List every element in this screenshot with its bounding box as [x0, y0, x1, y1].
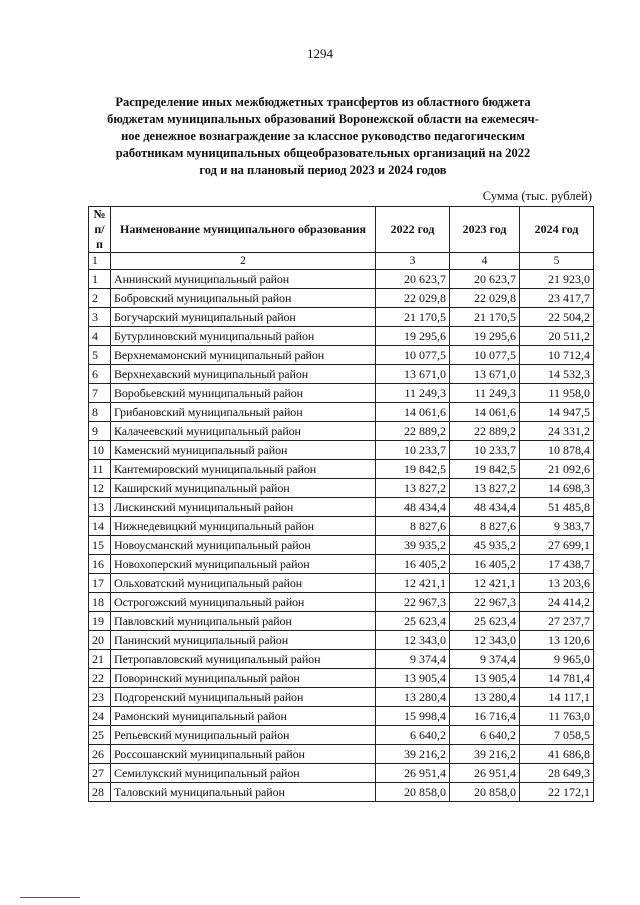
value-2024: 17 438,7	[520, 555, 594, 574]
value-2023: 21 170,5	[450, 308, 520, 327]
value-2022: 14 061,6	[376, 403, 450, 422]
municipality-name: Подгоренский муниципальный район	[111, 688, 376, 707]
value-2022: 26 951,4	[376, 764, 450, 783]
value-2024: 22 504,2	[520, 308, 594, 327]
value-2023: 26 951,4	[450, 764, 520, 783]
row-number: 2	[89, 289, 111, 308]
page-number: 1294	[307, 46, 333, 61]
row-number: 12	[89, 479, 111, 498]
value-2024: 28 649,3	[520, 764, 594, 783]
title-line: Распределение иных межбюджетных трансфертов из областного бюджета	[115, 95, 531, 109]
value-2023: 12 421,1	[450, 574, 520, 593]
municipality-name: Новоусманский муниципальный район	[111, 536, 376, 555]
municipality-name: Каменский муниципальный район	[111, 441, 376, 460]
value-2022: 9 374,4	[376, 650, 450, 669]
row-number: 26	[89, 745, 111, 764]
value-2022: 15 998,4	[376, 707, 450, 726]
value-2023: 20 858,0	[450, 783, 520, 802]
value-2024: 10 878,4	[520, 441, 594, 460]
value-2024: 13 120,6	[520, 631, 594, 650]
row-number: 9	[89, 422, 111, 441]
value-2024: 51 485,8	[520, 498, 594, 517]
value-2023: 22 967,3	[450, 593, 520, 612]
municipality-name: Панинский муниципальный район	[111, 631, 376, 650]
table-row	[89, 498, 594, 517]
value-2023: 19 295,6	[450, 327, 520, 346]
value-2023: 16 405,2	[450, 555, 520, 574]
value-2023: 10 077,5	[450, 346, 520, 365]
row-number: 25	[89, 726, 111, 745]
value-2024: 24 331,2	[520, 422, 594, 441]
value-2024: 41 686,8	[520, 745, 594, 764]
value-2023: 22 029,8	[450, 289, 520, 308]
distribution-table	[88, 206, 594, 802]
row-number: 4	[89, 327, 111, 346]
value-2022: 12 343,0	[376, 631, 450, 650]
value-2023: 13 905,4	[450, 669, 520, 688]
table-row	[89, 365, 594, 384]
row-number: 1	[89, 270, 111, 289]
row-number: 21	[89, 650, 111, 669]
municipality-name: Рамонский муниципальный район	[111, 707, 376, 726]
municipality-name: Аннинский муниципальный район	[111, 270, 376, 289]
column-number: 3	[376, 253, 450, 270]
value-2024: 14 117,1	[520, 688, 594, 707]
municipality-name: Петропавловский муниципальный район	[111, 650, 376, 669]
value-2023: 13 280,4	[450, 688, 520, 707]
municipality-name: Верхнемамонский муниципальный район	[111, 346, 376, 365]
value-2024: 22 172,1	[520, 783, 594, 802]
table-row	[89, 745, 594, 764]
municipality-name: Бобровский муниципальный район	[111, 289, 376, 308]
table-row	[89, 783, 594, 802]
row-number: 14	[89, 517, 111, 536]
value-2024: 21 923,0	[520, 270, 594, 289]
row-number: 22	[89, 669, 111, 688]
value-2022: 20 623,7	[376, 270, 450, 289]
table-row	[89, 631, 594, 650]
table-row	[89, 422, 594, 441]
value-2022: 16 405,2	[376, 555, 450, 574]
value-2024: 14 947,5	[520, 403, 594, 422]
row-number: 15	[89, 536, 111, 555]
title-line: работникам муниципальных общеобразовательных организаций на 2022	[115, 146, 531, 160]
column-number: 4	[450, 253, 520, 270]
value-2023: 19 842,5	[450, 460, 520, 479]
value-2022: 48 434,4	[376, 498, 450, 517]
value-2024: 7 058,5	[520, 726, 594, 745]
row-number: 11	[89, 460, 111, 479]
header-2023: 2023 год	[450, 207, 520, 253]
row-number: 10	[89, 441, 111, 460]
municipality-name: Грибановский муниципальный район	[111, 403, 376, 422]
value-2024: 9 965,0	[520, 650, 594, 669]
footnote-divider	[20, 897, 80, 898]
value-2023: 14 061,6	[450, 403, 520, 422]
value-2024: 21 092,6	[520, 460, 594, 479]
value-2022: 22 029,8	[376, 289, 450, 308]
municipality-name: Лискинский муниципальный район	[111, 498, 376, 517]
value-2024: 13 203,6	[520, 574, 594, 593]
row-number: 24	[89, 707, 111, 726]
value-2022: 13 671,0	[376, 365, 450, 384]
table-row	[89, 536, 594, 555]
value-2023: 39 216,2	[450, 745, 520, 764]
table-row	[89, 650, 594, 669]
title-line: год и на плановый период 2023 и 2024 годов	[199, 163, 447, 177]
table-row	[89, 593, 594, 612]
value-2022: 10 077,5	[376, 346, 450, 365]
row-number: 6	[89, 365, 111, 384]
municipality-name: Воробьевский муниципальный район	[111, 384, 376, 403]
value-2024: 11 958,0	[520, 384, 594, 403]
value-2024: 24 414,2	[520, 593, 594, 612]
table-row	[89, 460, 594, 479]
value-2023: 6 640,2	[450, 726, 520, 745]
table-row	[89, 669, 594, 688]
table-row	[89, 612, 594, 631]
municipality-name: Бутурлиновский муниципальный район	[111, 327, 376, 346]
municipality-name: Россошанский муниципальный район	[111, 745, 376, 764]
value-2023: 48 434,4	[450, 498, 520, 517]
title-line: бюджетам муниципальных образований Воронежской области на ежемесяч-	[107, 112, 539, 126]
municipality-name: Репьевский муниципальный район	[111, 726, 376, 745]
row-number: 28	[89, 783, 111, 802]
row-number: 7	[89, 384, 111, 403]
value-2024: 23 417,7	[520, 289, 594, 308]
municipality-name: Верхнехавский муниципальный район	[111, 365, 376, 384]
column-number: 5	[520, 253, 594, 270]
value-2022: 10 233,7	[376, 441, 450, 460]
row-number: 20	[89, 631, 111, 650]
value-2024: 27 237,7	[520, 612, 594, 631]
value-2022: 11 249,3	[376, 384, 450, 403]
table-row	[89, 441, 594, 460]
table-row	[89, 346, 594, 365]
value-2022: 12 421,1	[376, 574, 450, 593]
value-2022: 13 905,4	[376, 669, 450, 688]
value-2024: 20 511,2	[520, 327, 594, 346]
row-number: 23	[89, 688, 111, 707]
table-row	[89, 289, 594, 308]
value-2022: 39 216,2	[376, 745, 450, 764]
value-2024: 14 781,4	[520, 669, 594, 688]
units-label: Сумма (тыс. рублей)	[482, 189, 592, 203]
table-row	[89, 764, 594, 783]
value-2022: 6 640,2	[376, 726, 450, 745]
table-row	[89, 688, 594, 707]
title-line: ное денежное вознаграждение за классное руководство педагогическим	[121, 129, 525, 143]
value-2023: 22 889,2	[450, 422, 520, 441]
value-2023: 25 623,4	[450, 612, 520, 631]
municipality-name: Новохоперский муниципальный район	[111, 555, 376, 574]
value-2023: 45 935,2	[450, 536, 520, 555]
value-2023: 16 716,4	[450, 707, 520, 726]
value-2022: 8 827,6	[376, 517, 450, 536]
header-number: № п/п	[89, 207, 111, 253]
value-2023: 20 623,7	[450, 270, 520, 289]
header-municipality-name: Наименование муниципального образования	[111, 207, 376, 253]
row-number: 17	[89, 574, 111, 593]
municipality-name: Павловский муниципальный район	[111, 612, 376, 631]
value-2023: 13 671,0	[450, 365, 520, 384]
municipality-name: Богучарский муниципальный район	[111, 308, 376, 327]
table-row	[89, 517, 594, 536]
table-row	[89, 574, 594, 593]
municipality-name: Семилукский муниципальный район	[111, 764, 376, 783]
header-2024: 2024 год	[520, 207, 594, 253]
table-header-row	[89, 207, 594, 253]
value-2022: 19 842,5	[376, 460, 450, 479]
value-2022: 19 295,6	[376, 327, 450, 346]
municipality-name: Каширский муниципальный район	[111, 479, 376, 498]
row-number: 5	[89, 346, 111, 365]
row-number: 19	[89, 612, 111, 631]
value-2023: 13 827,2	[450, 479, 520, 498]
table-row	[89, 726, 594, 745]
row-number: 3	[89, 308, 111, 327]
value-2023: 9 374,4	[450, 650, 520, 669]
value-2023: 12 343,0	[450, 631, 520, 650]
municipality-name: Калачеевский муниципальный район	[111, 422, 376, 441]
municipality-name: Нижнедевицкий муниципальный район	[111, 517, 376, 536]
column-number: 2	[111, 253, 376, 270]
row-number: 13	[89, 498, 111, 517]
table-row	[89, 327, 594, 346]
value-2022: 20 858,0	[376, 783, 450, 802]
table-row	[89, 479, 594, 498]
table-row	[89, 555, 594, 574]
table-row	[89, 270, 594, 289]
value-2024: 14 698,3	[520, 479, 594, 498]
table-row	[89, 384, 594, 403]
municipality-name: Таловский муниципальный район	[111, 783, 376, 802]
value-2022: 22 889,2	[376, 422, 450, 441]
municipality-name: Ольховатский муниципальный район	[111, 574, 376, 593]
column-numbers-row	[89, 253, 594, 270]
row-number: 8	[89, 403, 111, 422]
value-2024: 14 532,3	[520, 365, 594, 384]
municipality-name: Острогожский муниципальный район	[111, 593, 376, 612]
table-row	[89, 707, 594, 726]
value-2024: 10 712,4	[520, 346, 594, 365]
column-number: 1	[89, 253, 111, 270]
value-2023: 11 249,3	[450, 384, 520, 403]
value-2023: 8 827,6	[450, 517, 520, 536]
document-title	[88, 94, 558, 179]
municipality-name: Кантемировский муниципальный район	[111, 460, 376, 479]
value-2022: 13 827,2	[376, 479, 450, 498]
value-2022: 22 967,3	[376, 593, 450, 612]
row-number: 27	[89, 764, 111, 783]
municipality-name: Поворинский муниципальный район	[111, 669, 376, 688]
table-row	[89, 403, 594, 422]
table-row	[89, 308, 594, 327]
value-2024: 27 699,1	[520, 536, 594, 555]
value-2024: 11 763,0	[520, 707, 594, 726]
value-2022: 13 280,4	[376, 688, 450, 707]
row-number: 16	[89, 555, 111, 574]
value-2022: 39 935,2	[376, 536, 450, 555]
value-2022: 25 623,4	[376, 612, 450, 631]
header-2022: 2022 год	[376, 207, 450, 253]
value-2024: 9 383,7	[520, 517, 594, 536]
row-number: 18	[89, 593, 111, 612]
value-2023: 10 233,7	[450, 441, 520, 460]
value-2022: 21 170,5	[376, 308, 450, 327]
